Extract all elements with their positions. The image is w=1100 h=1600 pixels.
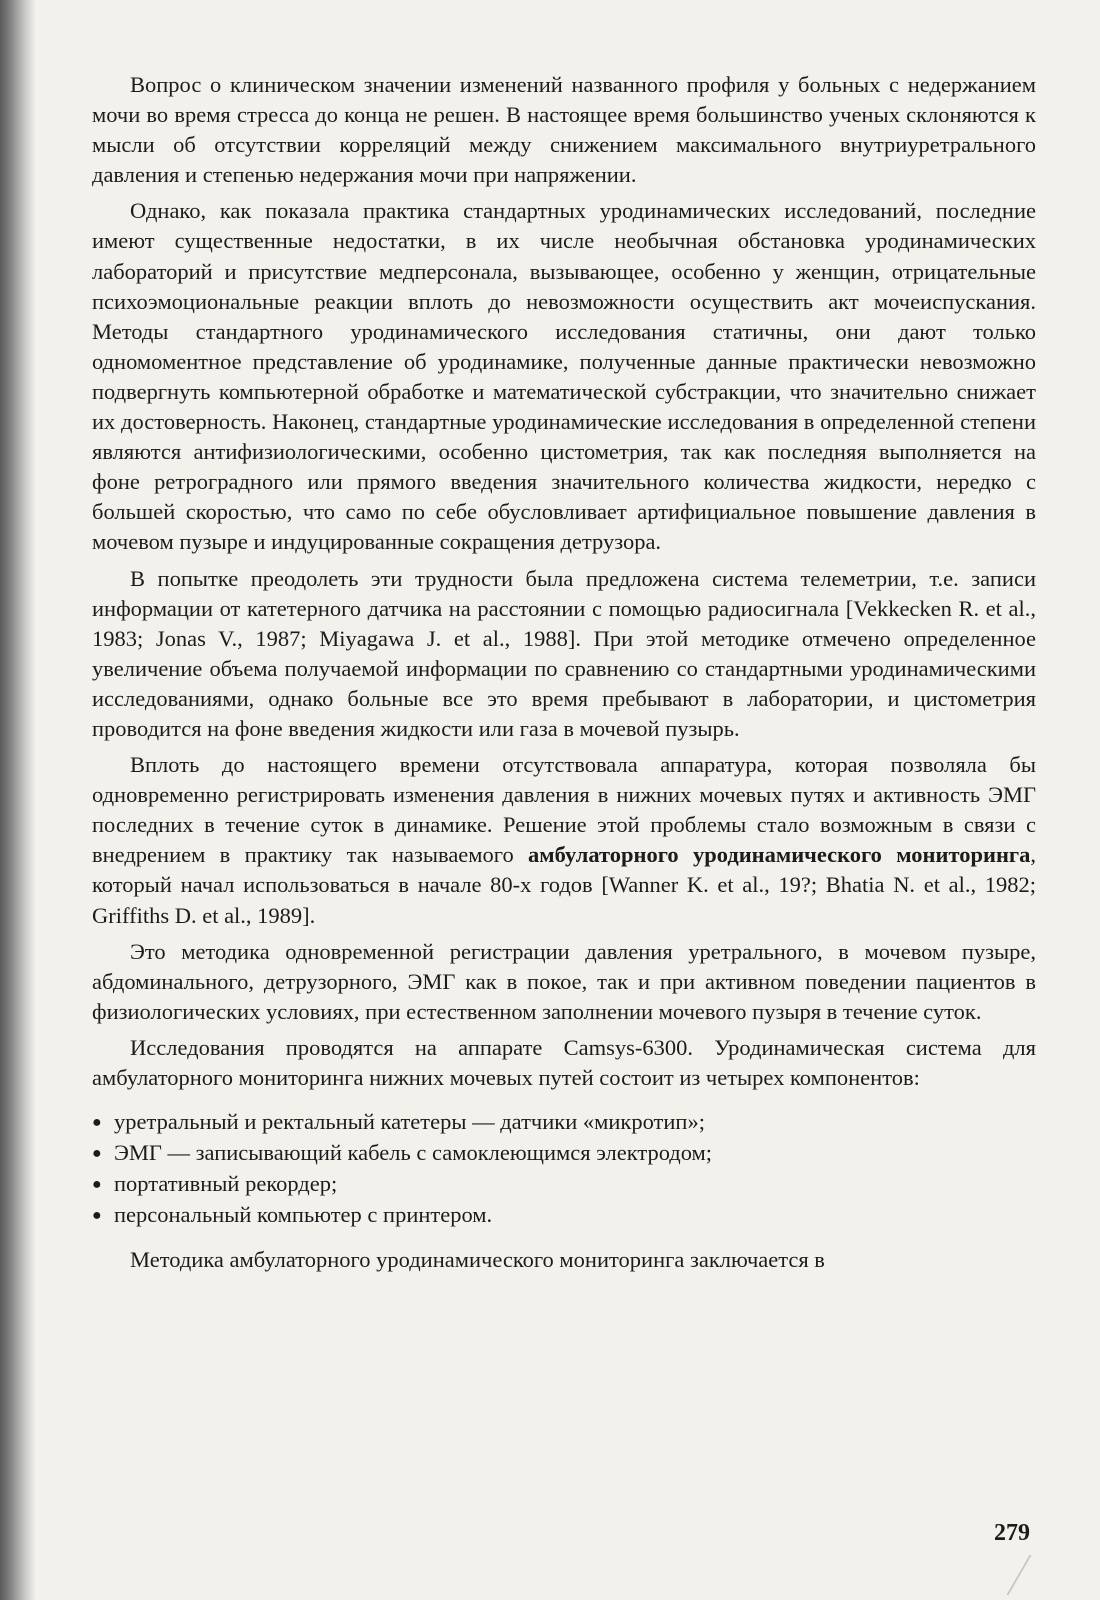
list-item: ● уретральный и ректальный катетеры — датчики «микротип»; (92, 1107, 1036, 1138)
last-line: Методика амбулаторного уродинамического мониторинга заключается в (130, 1247, 825, 1273)
paragraph-4-after: , который начал использоваться в начале 80-х годов [Wanner K. et al., 19?; Bhatia N. et al., 1982; Griffiths D. et al., 1989]. (92, 842, 1036, 928)
components-list (92, 1107, 1036, 1231)
paragraph-2: Однако, как показала практика стандартных уродинамических исследований, последние имеют существенные недостатки, в их числе необычная обстановка уродинамических лабораторий и присутствие медперсонала, вызывающее, особенно у женщин, отрицательные психоэмоциональные реакции вплоть до невозможности осуществить акт мочеиспускания. Методы стандартного уродинамического исследования статичны, они дают только одномоментное представление об уродинамике, полученные данные практически невозможно подвергнуть компьютерной обработке и математической субстракции, что значительно снижает их достоверность. Наконец, стандартные уродинамические исследования в определенной степени являются антифизиологическими, особенно цистометрия, так как последняя выполняется на фоне ретроградного или прямого введения значительного количества жидкости, нередко с большей скоростью, что само по себе обусловливает артифициальное повышение давления в мочевом пузыре и индуцированные сокращения детрузора. (92, 198, 1036, 555)
term-ambulatory-monitoring: амбулаторного уродинамического мониторинга (528, 842, 1031, 868)
list-item: ● портативный рекордер; (92, 1169, 1036, 1200)
paragraph-4 (92, 750, 1036, 931)
body-text (92, 70, 1036, 1282)
page-number: 279 (994, 1520, 1030, 1546)
page-corner-mark (1006, 1555, 1071, 1595)
list-item: ● ЭМГ — записывающий кабель с самоклеющимся электродом; (92, 1138, 1036, 1169)
paragraph-6: Исследования проводятся на аппарате Camsys-6300. Уродинамическая система для амбулаторного мониторинга нижних мочевых путей состоит из четырех компонентов: (92, 1034, 1036, 1090)
paragraph-3: В попытке преодолеть эти трудности была предложена система телеметрии, т.е. записи информации от катетерного датчика на расстоянии с помощью радиосигнала [Vekkecken R. et al., 1983; Jonas V., 1987; Miyagawa J. et al., 1988]. При этой методике отмечено определенное увеличение объема получаемой информации по сравнению со стандартными уродинамическими исследованиями, однако больные все это время пребывают в лаборатории, и цистометрия проводится на фоне введения жидкости или газа в мочевой пузырь. (92, 565, 1036, 741)
paragraph-5: Это методика одновременной регистрации давления уретрального, в мочевом пузыре, абдоминального, детрузорного, ЭМГ как в покое, так и при активном поведении пациентов в физиологических условиях, при естественном заполнении мочевого пузыря в течение суток. (92, 938, 1036, 1024)
list-item: ● персональный компьютер с принтером. (92, 1200, 1036, 1231)
paragraph-4-before: Вплоть до настоящего времени отсутствовала аппаратура, которая позволяла бы одновременно регистрировать изменения давления в нижних мочевых путях и активность ЭМГ последних в течение суток в динамике. Решение этой проблемы стало возможным в связи с внедрением в практику так называемого (92, 752, 1036, 868)
paragraph-1: Вопрос о клиническом значении изменений названного профиля у больных с недержанием мочи во время стресса до конца не решен. В настоящее время большинство ученых склоняются к мысли об отсутствии корреляций между снижением максимального внутриуретрального давления и степенью недержания мочи при напряжении. (92, 72, 1036, 188)
book-binding-shadow (0, 0, 36, 1600)
